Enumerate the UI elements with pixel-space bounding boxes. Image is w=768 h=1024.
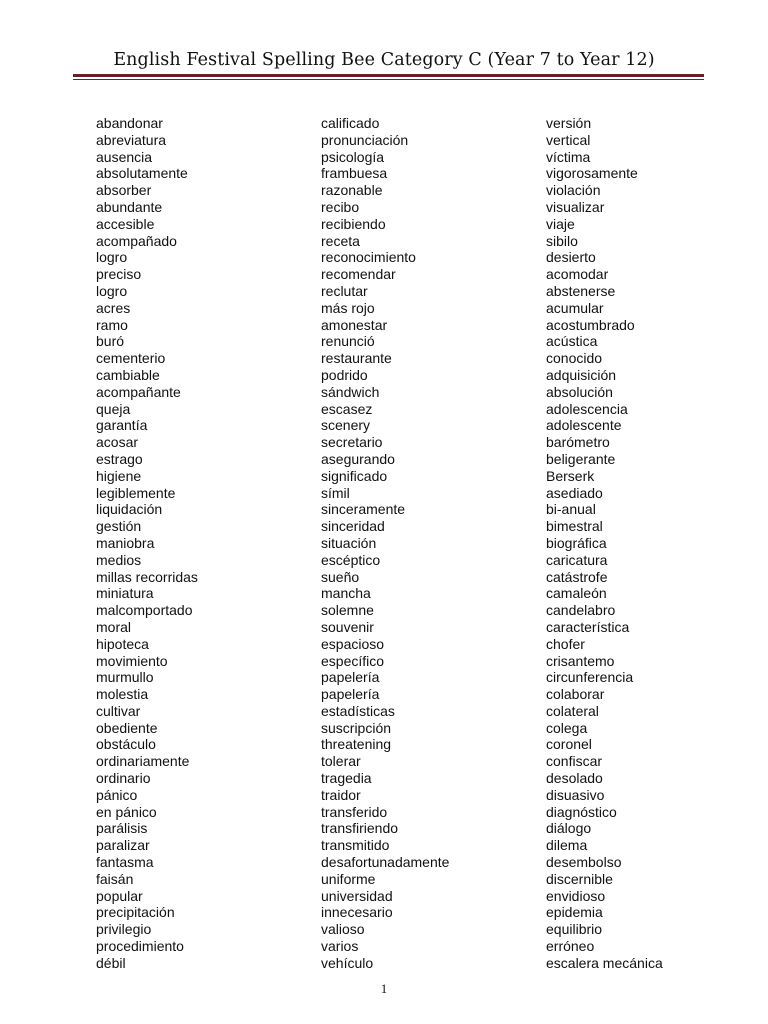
word-item: ausencia [96, 148, 153, 165]
word-item: circunferencia [546, 669, 634, 686]
word-item: biográfica [546, 534, 607, 551]
word-item: parálisis [96, 820, 148, 837]
word-item: traidor [321, 786, 361, 803]
word-item: colega [546, 719, 588, 736]
word-item: moral [96, 618, 132, 635]
word-item: asediado [546, 484, 603, 501]
word-item: reconocimiento [321, 249, 416, 266]
word-item: vigorosamente [546, 165, 638, 182]
word-item: escalera mecánica [546, 954, 663, 971]
word-item: acústica [546, 333, 598, 350]
word-item: desembolso [546, 854, 622, 871]
word-item: símil [321, 484, 350, 501]
word-item: equilibrio [546, 921, 603, 938]
word-item: millas recorridas [96, 568, 198, 585]
word-item: violación [546, 182, 601, 199]
word-item: scenery [321, 417, 371, 434]
word-item: papelería [321, 686, 380, 703]
word-item: ramo [96, 316, 128, 333]
word-item: garantía [96, 417, 148, 434]
word-item: procedimiento [96, 938, 184, 955]
word-item: acres [96, 299, 131, 316]
word-item: crisantemo [546, 652, 615, 669]
word-item: específico [321, 652, 385, 669]
word-item: cementerio [96, 350, 166, 367]
word-item: sándwich [321, 383, 380, 400]
word-item: amonestar [321, 316, 388, 333]
word-item: sueño [321, 568, 360, 585]
word-item: acostumbrado [546, 316, 635, 333]
word-item: víctima [546, 148, 591, 165]
word-item: papelería [321, 669, 380, 686]
word-item: calificado [321, 115, 380, 131]
word-item: recibo [321, 198, 360, 215]
word-column-2 [321, 115, 449, 972]
page-number: 1 [380, 981, 388, 996]
word-item: disuasivo [546, 786, 605, 803]
word-item: envidioso [546, 887, 606, 904]
word-item: secretario [321, 434, 383, 451]
word-item: Berserk [546, 467, 595, 484]
word-item: bi-anual [546, 501, 596, 518]
word-item: precipitación [96, 904, 175, 921]
word-item: desolado [546, 770, 603, 787]
word-item: gestión [96, 518, 142, 535]
word-item: abreviatura [96, 131, 167, 148]
word-item: psicología [321, 148, 385, 165]
word-item: paralizar [96, 837, 150, 854]
word-item: podrido [321, 366, 368, 383]
word-item: espacioso [321, 635, 385, 652]
word-item: recibiendo [321, 215, 386, 232]
word-item: higiene [96, 467, 142, 484]
word-item: adolescente [546, 417, 622, 434]
word-item: souvenir [321, 618, 374, 635]
title-rule-thin [73, 79, 704, 80]
word-item: innecesario [321, 904, 393, 921]
word-item: miniatura [96, 585, 154, 602]
word-item: más rojo [321, 299, 375, 316]
word-item: murmullo [96, 669, 154, 686]
word-item: transfiriendo [321, 820, 399, 837]
word-item: significado [321, 467, 388, 484]
word-item: tolerar [321, 753, 361, 770]
word-item: accesible [96, 215, 155, 232]
word-column-3 [546, 115, 663, 972]
word-item: cambiable [96, 366, 160, 383]
word-item: acompañante [96, 383, 181, 400]
word-item: situación [321, 534, 377, 551]
word-item: threatening [321, 736, 392, 753]
word-item: movimiento [96, 652, 168, 669]
word-item: chofer [546, 635, 585, 652]
word-item: diálogo [546, 820, 592, 837]
word-item: logro [96, 249, 128, 266]
word-item: asegurando [321, 450, 395, 467]
word-item: débil [96, 954, 126, 971]
word-item: restaurante [321, 350, 392, 367]
word-item: obediente [96, 719, 158, 736]
word-item: hipoteca [96, 635, 149, 652]
word-item: epidemia [546, 904, 603, 921]
word-item: valioso [321, 921, 365, 938]
word-item: acomodar [546, 266, 609, 283]
word-item: colaborar [546, 686, 605, 703]
word-item: abstenerse [546, 282, 616, 299]
word-item: acompañado [96, 232, 177, 249]
page-title: English Festival Spelling Bee Category C (Year 7 to Year 12) [113, 50, 655, 70]
word-item: sibilo [546, 232, 578, 249]
word-item: estrago [96, 450, 143, 467]
word-item: confiscar [546, 753, 603, 770]
word-item: vertical [546, 131, 591, 148]
word-item: razonable [321, 182, 383, 199]
word-item: escasez [321, 400, 373, 417]
word-item: escéptico [321, 551, 381, 568]
word-item: malcomportado [96, 602, 193, 619]
word-item: en pánico [96, 803, 157, 820]
word-item: suscripción [321, 719, 392, 736]
word-item: característica [546, 618, 630, 635]
word-item: estadísticas [321, 702, 395, 719]
word-item: tragedia [321, 770, 372, 787]
word-item: pánico [96, 786, 138, 803]
word-item: conocido [546, 350, 603, 367]
word-item: cultivar [96, 702, 141, 719]
word-item: liquidación [96, 501, 163, 518]
word-item: colateral [546, 702, 599, 719]
title-rule-thick [73, 74, 704, 77]
word-item: popular [96, 887, 143, 904]
word-item: uniforme [321, 870, 376, 887]
word-item: coronel [546, 736, 592, 753]
word-item: dilema [546, 837, 588, 854]
word-item: faisán [96, 870, 134, 887]
word-item: queja [96, 400, 131, 417]
word-item: recomendar [321, 266, 396, 283]
word-item: mancha [321, 585, 371, 602]
word-item: absolución [546, 383, 613, 400]
word-item: privilegio [96, 921, 152, 938]
word-item: maniobra [96, 534, 155, 551]
word-item: absorber [96, 182, 152, 199]
word-item: buró [96, 333, 125, 350]
word-item: ordinariamente [96, 753, 190, 770]
word-item: visualizar [546, 198, 605, 215]
word-item: diagnóstico [546, 803, 617, 820]
word-item: molestia [96, 686, 149, 703]
word-item: desierto [546, 249, 596, 266]
word-item: legiblemente [96, 484, 176, 501]
word-item: discernible [546, 870, 613, 887]
word-item: catástrofe [546, 568, 608, 585]
word-item: fantasma [96, 854, 154, 871]
word-item: preciso [96, 266, 142, 283]
word-item: absolutamente [96, 165, 188, 182]
word-item: logro [96, 282, 128, 299]
word-item: beligerante [546, 450, 616, 467]
word-item: sinceridad [321, 518, 385, 535]
word-item: varios [321, 938, 359, 955]
word-item: universidad [321, 887, 393, 904]
word-item: acosar [96, 434, 139, 451]
word-item: adquisición [546, 366, 617, 383]
word-item: obstáculo [96, 736, 156, 753]
word-item: acumular [546, 299, 604, 316]
word-item: barómetro [546, 434, 610, 451]
word-item: erróneo [546, 938, 595, 955]
word-item: receta [321, 232, 360, 249]
word-item: frambuesa [321, 165, 388, 182]
word-item: caricatura [546, 551, 608, 568]
word-item: vehículo [321, 954, 374, 971]
word-item: bimestral [546, 518, 603, 535]
word-item: transferido [321, 803, 388, 820]
word-item: viaje [546, 215, 575, 232]
word-item: candelabro [546, 602, 616, 619]
word-item: reclutar [321, 282, 368, 299]
word-item: medios [96, 551, 142, 568]
word-item: renunció [321, 333, 375, 350]
word-item: versión [546, 115, 592, 131]
word-item: transmitido [321, 837, 390, 854]
word-item: solemne [321, 602, 374, 619]
word-item: camaleón [546, 585, 607, 602]
word-item: abandonar [96, 115, 163, 131]
word-item: sinceramente [321, 501, 406, 518]
word-column-1 [96, 115, 198, 972]
word-item: ordinario [96, 770, 151, 787]
word-item: desafortunadamente [321, 854, 450, 871]
word-item: pronunciación [321, 131, 409, 148]
word-item: abundante [96, 198, 163, 215]
word-item: adolescencia [546, 400, 628, 417]
